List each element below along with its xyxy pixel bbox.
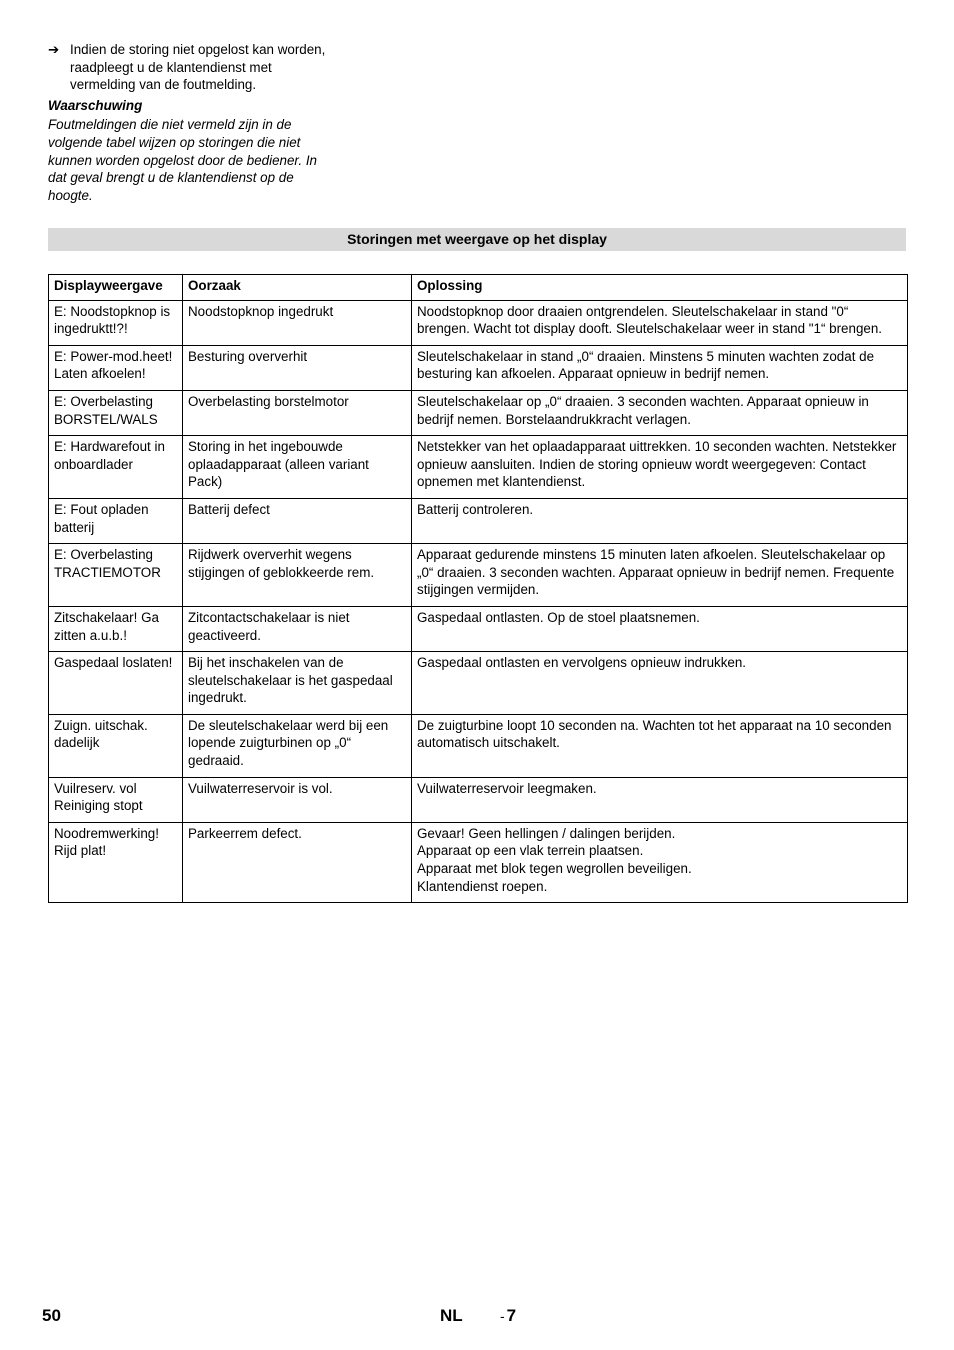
display-cell: E: Power-mod.heet! Laten afkoelen! [49, 345, 183, 390]
table-row [49, 714, 908, 777]
table-row [49, 822, 908, 902]
display-cell: Zitschakelaar! Ga zitten a.u.b.! [49, 606, 183, 651]
cause-cell: Besturing oververhit [183, 345, 412, 390]
solution-line: Apparaat op een vlak terrein plaatsen. [417, 843, 644, 859]
solution-cell: De zuigturbine loopt 10 seconden na. Wachten tot het apparaat na 10 seconden automatisch uitschakelt. [412, 714, 908, 777]
display-cell: Vuilreserv. vol Reiniging stopt [49, 777, 183, 822]
cause-cell: Batterij defect [183, 498, 412, 543]
language-code: NL [440, 1306, 463, 1325]
table-row [49, 498, 908, 543]
cause-cell: Rijdwerk oververhit wegens stijgingen of geblokkeerde rem. [183, 544, 412, 607]
table-row [49, 544, 908, 607]
solution-cell: Noodstopknop door draaien ontgrendelen. Sleutelschakelaar in stand "0“ brengen. Wacht tot display dooft. Sleutelschakelaar weer in stand "1“ brengen. [412, 300, 908, 345]
solution-cell: Batterij controleren. [412, 498, 908, 543]
table-row [49, 300, 908, 345]
solution-line: Klantendienst roepen. [417, 878, 548, 894]
fault-table [48, 274, 908, 903]
table-row [49, 652, 908, 715]
display-cell: Zuign. uitschak. dadelijk [49, 714, 183, 777]
solution-line: Apparaat met blok tegen wegrollen beveiligen. [417, 861, 692, 877]
cause-cell: Parkeerrem defect. [183, 822, 412, 902]
table-header-row [49, 275, 908, 301]
bullet-text: Indien de storing niet opgelost kan worden, raadpleegt u de klantendienst met vermelding van de foutmelding. [70, 42, 326, 93]
display-cell: E: Noodstopknop is ingedruktt!?! [49, 300, 183, 345]
arrow-right-icon: ➔ [48, 42, 60, 57]
cause-cell: Bij het inschakelen van de sleutelschakelaar is het gaspedaal ingedrukt. [183, 652, 412, 715]
table-row [49, 436, 908, 499]
intro-block [48, 41, 328, 204]
table-row [49, 606, 908, 651]
header-solution: Oplossing [412, 275, 908, 301]
display-cell: E: Fout opladen batterij [49, 498, 183, 543]
section-page [500, 1306, 516, 1326]
solution-line: Gevaar! Geen hellingen / dalingen berijden. [417, 825, 676, 841]
warning-title: Waarschuwing [48, 97, 143, 113]
solution-cell: Gaspedaal ontlasten. Op de stoel plaatsnemen. [412, 606, 908, 651]
display-cell: E: Overbelasting TRACTIEMOTOR [49, 544, 183, 607]
solution-cell: Vuilwaterreservoir leegmaken. [412, 777, 908, 822]
cause-cell: Vuilwaterreservoir is vol. [183, 777, 412, 822]
solution-cell [412, 822, 908, 902]
header-display: Displayweergave [49, 275, 183, 301]
section-header: Storingen met weergave op het display [48, 228, 906, 251]
bullet-item [48, 41, 328, 94]
page-number: 50 [42, 1306, 61, 1325]
cause-cell: Noodstopknop ingedrukt [183, 300, 412, 345]
cause-cell: Zitcontactschakelaar is niet geactiveerd. [183, 606, 412, 651]
cause-cell: Overbelasting borstelmotor [183, 390, 412, 435]
display-cell: Noodremwerking! Rijd plat! [49, 822, 183, 902]
solution-cell: Netstekker van het oplaadapparaat uittrekken. 10 seconden wachten. Netstekker opnieuw aansluiten. Indien de storing opnieuw wordt weergegeven: Contact opnemen met klantendienst. [412, 436, 908, 499]
section-page-number: 7 [506, 1306, 517, 1325]
solution-cell: Gaspedaal ontlasten en vervolgens opnieuw indrukken. [412, 652, 908, 715]
display-cell: E: Hardwarefout in onboardlader [49, 436, 183, 499]
display-cell: E: Overbelasting BORSTEL/WALS [49, 390, 183, 435]
warning-text: Foutmeldingen die niet vermeld zijn in de volgende tabel wijzen op storingen die niet kunnen worden opgelost door de bediener. In dat geval brengt u de klantendienst op de hoogte. [48, 117, 318, 203]
solution-cell: Apparaat gedurende minstens 15 minuten laten afkoelen. Sleutelschakelaar op „0“ draaien. 3 seconden wachten. Apparaat opnieuw in bedrijf nemen. Frequente stijgingen vermijden. [412, 544, 908, 607]
table-row [49, 345, 908, 390]
table-row [49, 390, 908, 435]
cause-cell: De sleutelschakelaar werd bij een lopende zuigturbinen op „0“ gedraaid. [183, 714, 412, 777]
cause-cell: Storing in het ingebouwde oplaadapparaat (alleen variant Pack) [183, 436, 412, 499]
table-row [49, 777, 908, 822]
display-cell: Gaspedaal loslaten! [49, 652, 183, 715]
solution-cell: Sleutelschakelaar op „0“ draaien. 3 seconden wachten. Apparaat opnieuw in bedrijf nemen. Borstelaandrukkracht verlagen. [412, 390, 908, 435]
footer-dash: - [500, 1308, 505, 1324]
solution-cell: Sleutelschakelaar in stand „0“ draaien. Minstens 5 minuten wachten zodat de besturing kan afkoelen. Apparaat opnieuw in bedrijf nemen. [412, 345, 908, 390]
header-cause: Oorzaak [183, 275, 412, 301]
